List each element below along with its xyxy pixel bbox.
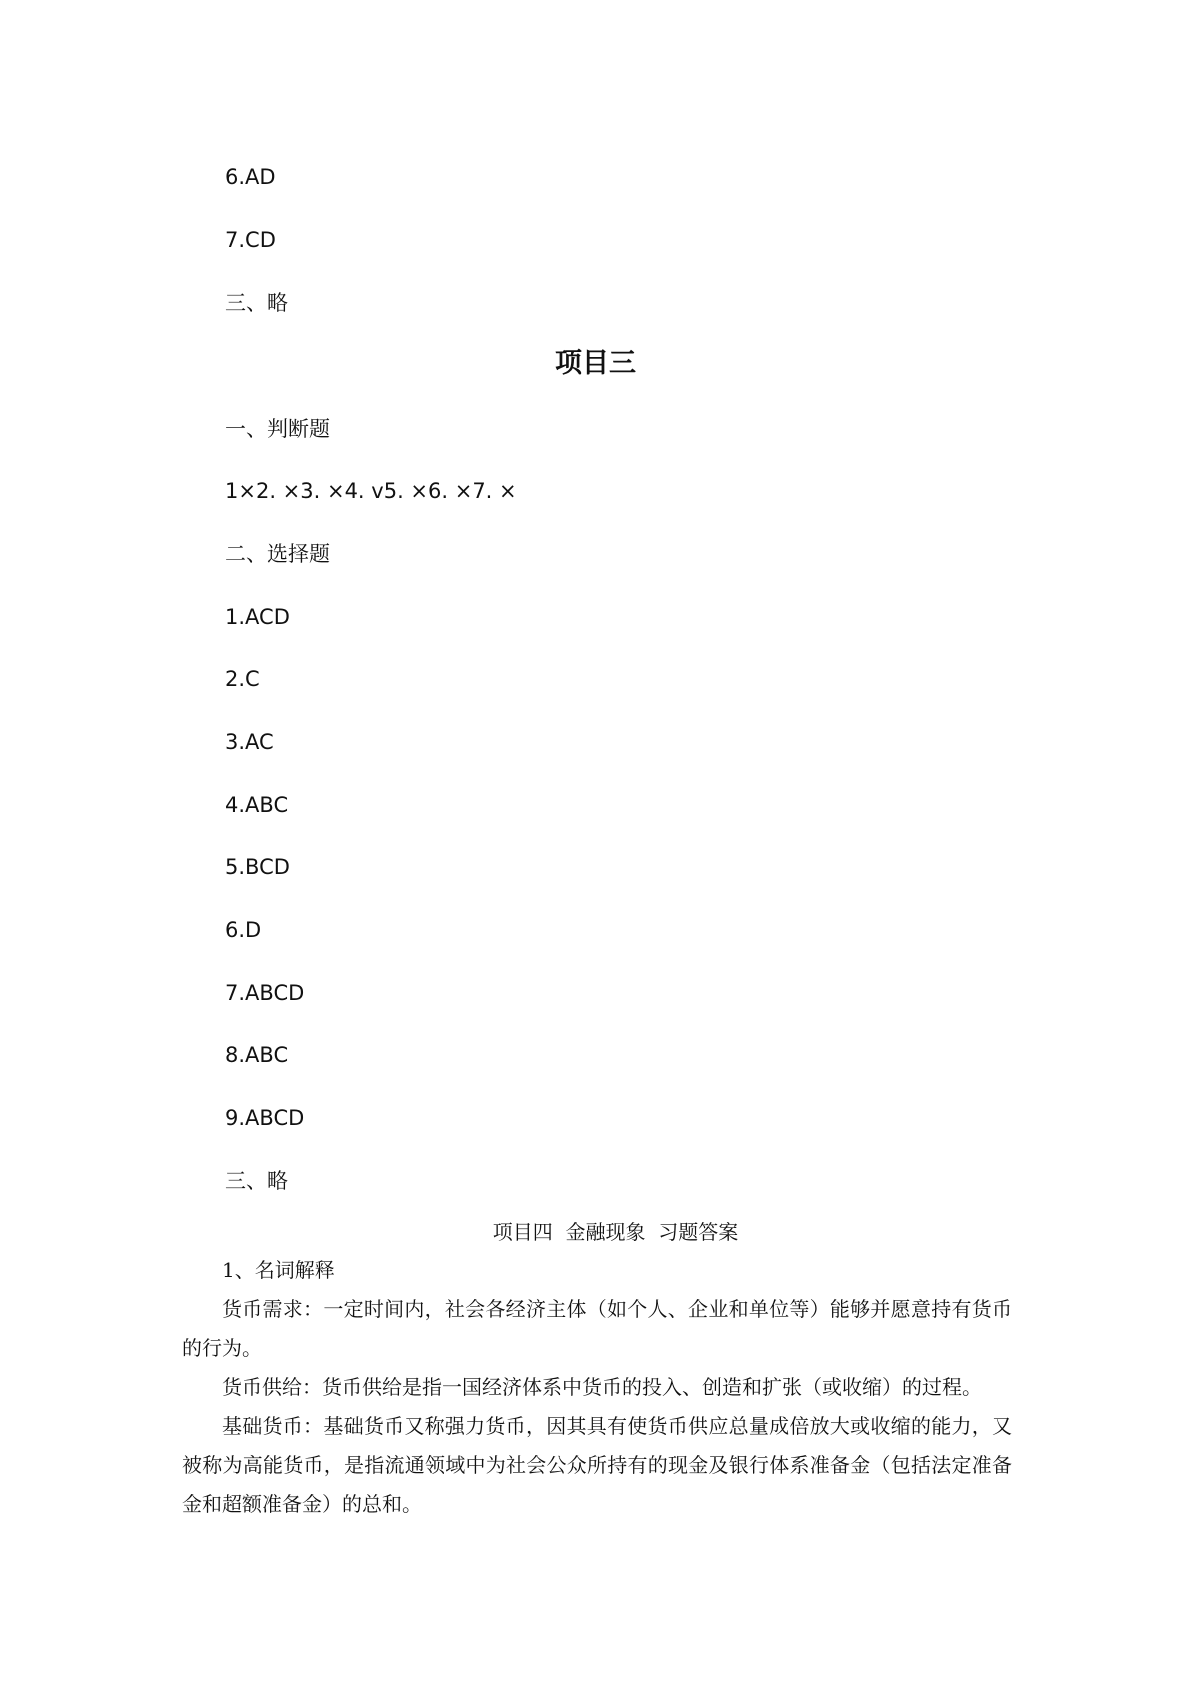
answer-line: 5.BCD bbox=[225, 855, 290, 879]
project4-title: 项目四 金融现象 习题答案 bbox=[492, 1220, 739, 1244]
section-heading: 三、略 bbox=[225, 1169, 288, 1193]
project4-body bbox=[182, 1251, 1012, 1524]
answer-line: 7.ABCD bbox=[225, 981, 305, 1005]
answer-line: 6.AD bbox=[225, 165, 276, 189]
answer-line: 8.ABC bbox=[225, 1043, 289, 1067]
answer-line: 6.D bbox=[225, 918, 262, 942]
section-heading: 三、略 bbox=[225, 291, 288, 315]
answer-line: 9.ABCD bbox=[225, 1106, 305, 1130]
answer-line: 4.ABC bbox=[225, 793, 289, 817]
true-false-answers: 1×2. ×3. ×4. v5. ×6. ×7. × bbox=[225, 479, 517, 503]
definition-paragraph: 货币需求：一定时间内，社会各经济主体（如个人、企业和单位等）能够并愿意持有货币的行为。 bbox=[182, 1297, 1012, 1360]
project3-title: 项目三 bbox=[555, 348, 636, 379]
answer-line: 2.C bbox=[225, 667, 260, 691]
definition-paragraph: 货币供给：货币供给是指一国经济体系中货币的投入、创造和扩张（或收缩）的过程。 bbox=[222, 1375, 982, 1399]
definition-paragraph: 基础货币：基础货币又称强力货币，因其具有使货币供应总量成倍放大或收缩的能力，又被称为高能货币，是指流通领域中为社会公众所持有的现金及银行体系准备金（包括法定准备金和超额准备金）的总和。 bbox=[182, 1414, 1012, 1516]
section-heading: 1、名词解释 bbox=[222, 1258, 335, 1282]
answer-line: 1.ACD bbox=[225, 605, 290, 629]
answer-line: 3.AC bbox=[225, 730, 274, 754]
answer-line: 7.CD bbox=[225, 228, 276, 252]
section-heading: 一、判断题 bbox=[225, 417, 330, 441]
section-heading: 二、选择题 bbox=[225, 542, 330, 566]
